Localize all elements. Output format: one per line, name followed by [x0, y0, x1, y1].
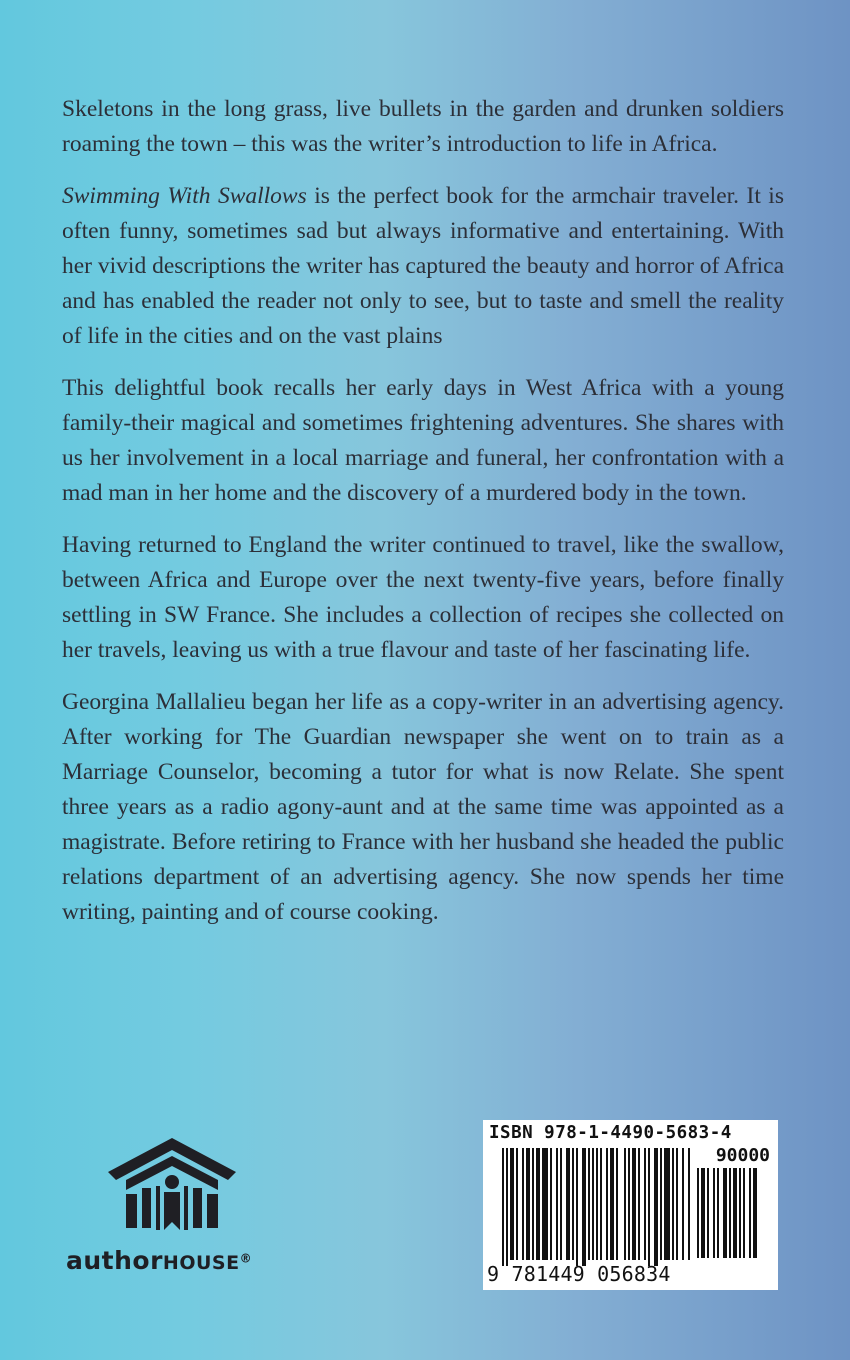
blurb-paragraph-2-text: is the perfect book for the armchair traveler. It is often funny, sometimes sad but always informative and entertaining. With her vivid descriptions the writer has captured the beauty and horror of Africa and has enabled the reader not only to see, but to taste and smell the reality of life in the cities and on the vast plains: [62, 183, 784, 349]
ean-digits: 9 781449 056834: [487, 1262, 671, 1286]
book-title: Swimming With Swallows: [62, 183, 307, 209]
house-reader-icon: [106, 1136, 238, 1236]
registered-mark: ®: [239, 1251, 252, 1266]
publisher-wordmark: [66, 1246, 252, 1275]
wordmark-author: author: [66, 1246, 163, 1275]
isbn-barcode: [483, 1120, 778, 1290]
blurb-paragraph-1: Skeletons in the long grass, live bullets in the garden and drunken soldiers roaming the town – this was the writer’s introduction to life in Africa.: [62, 96, 784, 157]
addon-barcode-bars: [697, 1168, 767, 1264]
publisher-logo: [66, 1136, 286, 1286]
price-code: 90000: [715, 1145, 770, 1166]
blurb-paragraph-2: [62, 179, 784, 354]
isbn-number: ISBN 978-1-4490-5683-4: [489, 1123, 732, 1143]
ean-barcode-bars: [502, 1148, 692, 1266]
blurb-paragraph-4: Having returned to England the writer continued to travel, like the swallow, between Africa and Europe over the next twenty-five years, before finally settling in SW France. She includes a collection of recipes she collected on her travels, leaving us with a true flavour and taste of her fascinating life.: [62, 532, 784, 663]
author-bio: Georgina Mallalieu began her life as a copy-writer in an advertising agency. After working for The Guardian newspaper she went on to train as a Marriage Counselor, becoming a tutor for what is now Relate. She spent three years as a radio agony-aunt and at the same time was appointed as a magistrate. Before retiring to France with her husband she headed the public relations department of an advertising agency. She now spends her time writing, painting and of course cooking.: [62, 689, 784, 925]
blurb-paragraph-3: This delightful book recalls her early days in West Africa with a young family-their magical and sometimes frightening adventures. She shares with us her involvement in a local marriage and funeral, her confrontation with a mad man in her home and the discovery of a murdered body in the town.: [62, 375, 784, 506]
wordmark-house: HOUSE: [162, 1252, 240, 1274]
back-cover-copy: [62, 92, 784, 947]
